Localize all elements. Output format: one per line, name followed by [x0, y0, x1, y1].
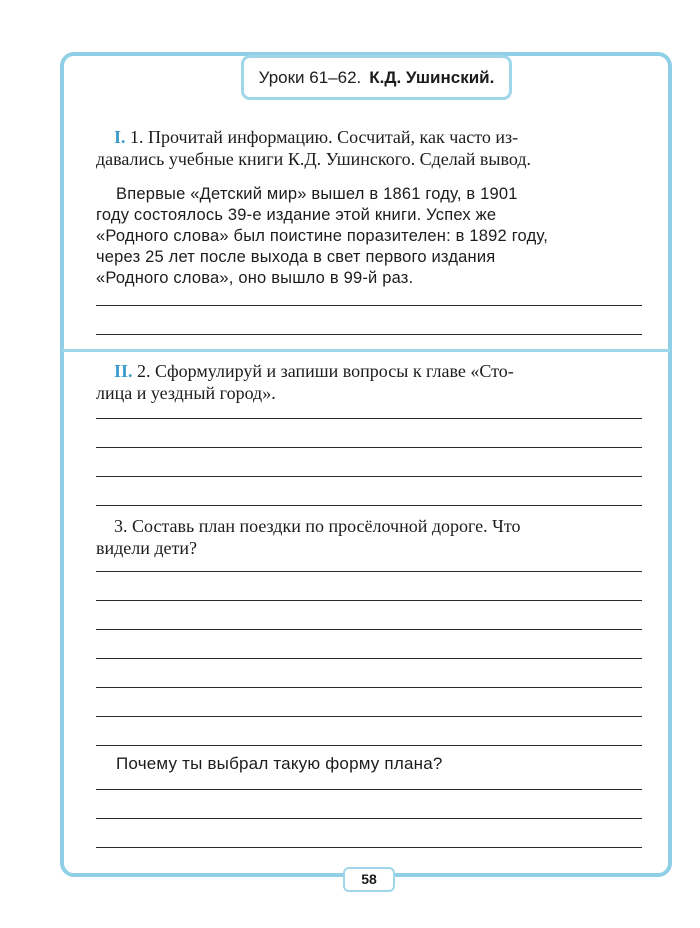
lesson-title	[241, 55, 512, 100]
answer-line[interactable]	[96, 447, 642, 448]
page-number: 58	[343, 867, 395, 892]
answer-line[interactable]	[96, 305, 642, 306]
task1-roman-numeral: I.	[114, 127, 126, 147]
info-line-1: Впервые «Детский мир» вышел в 1861 году, в 1901	[116, 185, 518, 203]
lesson-number: Уроки 61–62.	[258, 67, 362, 87]
section-divider	[62, 349, 670, 352]
answer-line[interactable]	[96, 476, 642, 477]
task2-line1	[114, 360, 514, 382]
task2-line2: лица и уездный город».	[96, 383, 276, 403]
answer-line[interactable]	[96, 716, 642, 717]
lesson-author: К.Д. Ушинский.	[369, 67, 495, 87]
task1-line1	[114, 126, 518, 148]
answer-line[interactable]	[96, 418, 642, 419]
answer-line[interactable]	[96, 658, 642, 659]
answer-line[interactable]	[96, 571, 642, 572]
answer-line[interactable]	[96, 505, 642, 506]
info-line-3: «Родного слова» был поистине поразителен: в 1892 году,	[96, 227, 548, 245]
bleed-through-shadow	[0, 0, 1, 1]
answer-line[interactable]	[96, 818, 642, 819]
task3-line1: 3. Составь план поездки по просёлочной дороге. Что	[114, 516, 521, 536]
answer-line[interactable]	[96, 789, 642, 790]
answer-line[interactable]	[96, 629, 642, 630]
plan-form-question: Почему ты выбрал такую форму плана?	[116, 754, 443, 773]
answer-line[interactable]	[96, 745, 642, 746]
task2-roman-numeral: II.	[114, 361, 133, 381]
info-line-4: через 25 лет после выхода в свет первого издания	[96, 248, 496, 266]
answer-line[interactable]	[96, 334, 642, 335]
info-line-2: году состоялось 39-е издание этой книги. Успех же	[96, 206, 497, 224]
task1-line2: давались учебные книги К.Д. Ушинского. Сделай вывод.	[96, 149, 532, 169]
answer-line[interactable]	[96, 600, 642, 601]
answer-line[interactable]	[96, 687, 642, 688]
answer-line[interactable]	[96, 847, 642, 848]
info-line-5: «Родного слова», оно вышло в 99-й раз.	[96, 269, 414, 287]
task3-line2: видели дети?	[96, 538, 198, 558]
task1-text-1: 1. Прочитай информацию. Сосчитай, как часто из-	[130, 127, 519, 147]
task2-text-1: 2. Сформулируй и запиши вопросы к главе «Сто-	[137, 361, 514, 381]
